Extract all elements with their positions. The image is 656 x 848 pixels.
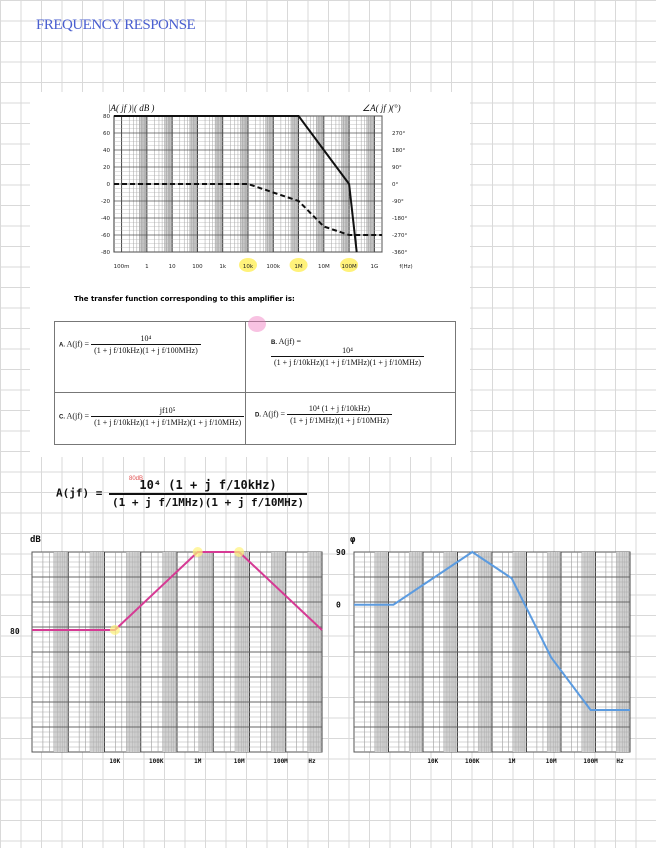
y-left-tick-label: 60: [103, 131, 110, 137]
option-label: A.: [59, 342, 65, 349]
x-tick-label: 100k: [266, 264, 281, 270]
page-title: FREQUENCY RESPONSE: [36, 17, 196, 33]
x-tick-label: 10M: [545, 758, 557, 765]
question-text: The transfer function corresponding to this amplifier is:: [74, 295, 295, 303]
option-numerator: 10⁴: [342, 346, 353, 355]
y-left-tick-label: 0: [106, 182, 110, 188]
x-tick-label: Hz: [308, 758, 316, 765]
y-right-tick-label: 90°: [392, 165, 402, 171]
option-factor: (1 + j f/100MHz): [142, 346, 198, 355]
x-tick-label: 1: [145, 264, 149, 270]
option-numerator: 10⁴: [140, 334, 152, 343]
x-tick-label: 100K: [149, 758, 164, 765]
x-tick-label: 100M: [341, 264, 357, 270]
option-factor: (1 + j f/10kHz): [94, 418, 143, 427]
right-axis-label: ∠A( jf )(°): [362, 103, 401, 113]
x-tick-label: 1M: [194, 758, 202, 765]
x-tick-label: 100: [192, 264, 203, 270]
handwritten-denominator: (1 + j f/1MHz)(1 + j f/10MHz): [109, 493, 307, 509]
option-label: C.: [59, 414, 65, 421]
x-tick-label: 10k: [242, 264, 254, 270]
y-right-tick-label: -180°: [392, 216, 408, 222]
x-tick-label: 10: [168, 264, 176, 270]
option-lhs: A(jf) =: [66, 411, 90, 421]
y-tick-label: 90: [336, 548, 346, 557]
option-factor: (1 + j f/1MHz): [290, 416, 338, 425]
y-right-tick-label: 0°: [392, 182, 399, 188]
problem-sheet: [30, 92, 470, 457]
y-left-tick-label: 40: [103, 148, 110, 154]
y-axis-label: φ: [350, 535, 356, 545]
x-tick-label: Hz: [616, 758, 624, 765]
option-numerator: 10⁴ (1 + j f/10kHz): [308, 404, 370, 413]
handwritten-red-note: 80dB: [129, 476, 144, 482]
x-tick-label: 100m: [113, 264, 130, 270]
option-factor: (1 + j f/10MHz): [369, 358, 422, 367]
y-right-tick-label: 180°: [392, 148, 406, 154]
option-factor: (1 + j f/10kHz): [94, 346, 143, 355]
y-axis-label: dB: [30, 535, 41, 545]
y-left-tick-label: -40: [101, 216, 110, 222]
option-c[interactable]: [59, 406, 244, 427]
handwritten-equation-lhs: A(jf) =: [56, 486, 103, 500]
x-tick-label: 100M: [273, 758, 288, 765]
magnitude-sketch-chart: [0, 528, 330, 768]
handwritten-equation: [56, 478, 307, 509]
option-lhs: A(jf) =: [262, 409, 286, 419]
option-factor: (1 + j f/1MHz): [142, 418, 190, 427]
left-axis-label: |A( jf )|( dB ): [108, 103, 155, 113]
y-marker-label: 80: [10, 627, 20, 636]
bode-reference-chart: [30, 92, 470, 292]
option-lhs: A(jf) =: [66, 339, 90, 349]
options-table: [54, 321, 456, 445]
y-left-tick-label: -20: [101, 199, 110, 205]
x-tick-label: 10K: [427, 758, 439, 765]
y-right-tick-label: -90°: [392, 199, 404, 205]
x-tick-label: 1k: [219, 264, 227, 270]
y-right-tick-label: 270°: [392, 131, 406, 137]
option-factor: (1 + j f/1MHz): [322, 358, 370, 367]
y-tick-label: 0: [336, 600, 341, 610]
y-left-tick-label: -60: [101, 233, 110, 239]
x-tick-label: 1M: [508, 758, 516, 765]
option-label: D.: [255, 412, 261, 419]
x-tick-label: 100M: [583, 758, 598, 765]
x-tick-label: 100K: [465, 758, 480, 765]
option-d[interactable]: [255, 404, 392, 425]
y-right-tick-label: -270°: [392, 233, 408, 239]
y-right-tick-label: -360°: [392, 250, 408, 256]
option-label: B.: [271, 340, 277, 346]
option-factor: (1 + j f/10MHz): [337, 416, 389, 425]
option-b[interactable]: [271, 337, 455, 367]
x-unit-label: f(Hz): [399, 264, 413, 270]
corner-highlight: [110, 625, 120, 635]
option-b-highlight: [248, 316, 266, 332]
handwritten-numerator: 10⁴ (1 + j f/10kHz): [139, 478, 277, 492]
option-factor: (1 + j f/10MHz): [189, 418, 242, 427]
y-left-tick-label: 80: [103, 114, 110, 120]
y-left-tick-label: 20: [103, 165, 110, 171]
x-tick-label: 10M: [233, 758, 245, 765]
option-a[interactable]: [59, 334, 201, 355]
x-tick-label: 10K: [109, 758, 121, 765]
corner-highlight: [234, 547, 244, 557]
option-factor: (1 + j f/10kHz): [274, 358, 323, 367]
y-left-tick-label: -80: [101, 250, 110, 256]
x-tick-label: 1G: [370, 264, 379, 270]
corner-highlight: [193, 547, 203, 557]
x-tick-label: 10M: [317, 264, 330, 270]
option-numerator: jf10⁵: [159, 406, 176, 415]
option-lhs: A(jf) =: [278, 337, 302, 346]
x-tick-label: 1M: [294, 264, 303, 270]
phase-sketch-chart: [330, 528, 656, 768]
